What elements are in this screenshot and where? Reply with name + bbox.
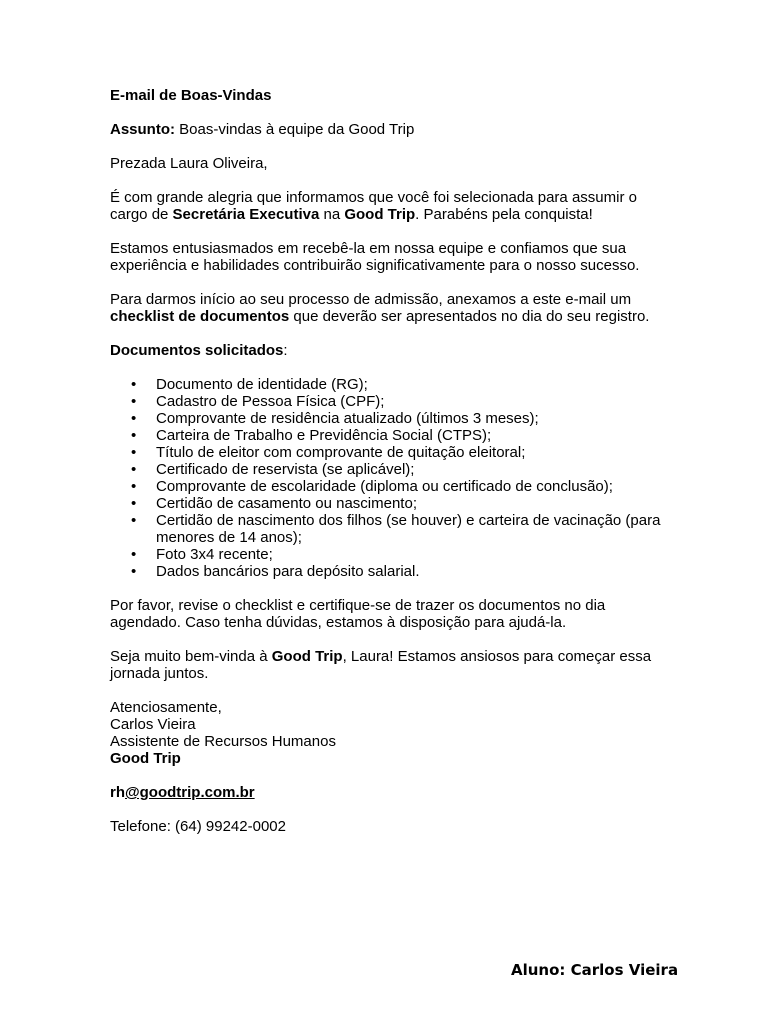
- paragraph-admission: [110, 291, 670, 325]
- list-item: • Foto 3x4 recente;: [110, 546, 670, 563]
- para3-text-2: que deverão ser apresentados no dia do seu registro.: [289, 308, 650, 325]
- list-item: • Certidão de nascimento dos filhos (se houver) e carteira de vacinação (para menores de 14 anos);: [110, 512, 670, 546]
- email-prefix: rh: [110, 784, 125, 801]
- list-item: • Comprovante de residência atualizado (últimos 3 meses);: [110, 410, 670, 427]
- documents-list: [110, 376, 670, 580]
- signature-block: [110, 699, 670, 767]
- signature-role: Assistente de Recursos Humanos: [110, 733, 336, 750]
- para5-text-2: , Laura! Estamos ansiosos para começar essa jornada juntos.: [110, 648, 652, 682]
- docs-heading: [110, 342, 670, 359]
- docs-heading-colon: :: [283, 342, 288, 359]
- list-item: • Certificado de reservista (se aplicável);: [110, 461, 670, 478]
- para3-text-1: Para darmos início ao seu processo de admissão, anexamos a este e-mail um: [110, 291, 632, 308]
- signature-closing: Atenciosamente,: [110, 699, 222, 716]
- document-title: E-mail de Boas-Vindas: [110, 87, 272, 104]
- list-item: • Documento de identidade (RG);: [110, 376, 670, 393]
- email-line: [110, 784, 670, 801]
- para5-text-1: Seja muito bem-vinda à: [110, 648, 272, 665]
- paragraph-review: Por favor, revise o checklist e certifique-se de trazer os documentos no dia agendado. Caso tenha dúvidas, estamos à disposição para ajudá-la.: [110, 597, 606, 631]
- email-document: [110, 87, 670, 852]
- list-item: • Certidão de casamento ou nascimento;: [110, 495, 670, 512]
- para1-text-3: . Parabéns pela conquista!: [415, 206, 593, 223]
- signature-name: Carlos Vieira: [110, 716, 196, 733]
- list-item: • Dados bancários para depósito salarial.: [110, 563, 670, 580]
- subject-line: [110, 121, 670, 138]
- paragraph-selection: [110, 189, 670, 223]
- checklist-emphasis: checklist de documentos: [110, 308, 290, 325]
- job-title: Secretária Executiva: [172, 206, 320, 223]
- para1-text-2: na: [319, 206, 345, 223]
- list-item: • Título de eleitor com comprovante de quitação eleitoral;: [110, 444, 670, 461]
- subject-label: Assunto:: [110, 121, 175, 138]
- greeting: Prezada Laura Oliveira,: [110, 155, 268, 172]
- paragraph-welcome: [110, 648, 670, 682]
- para1-text-1: É com grande alegria que informamos que você foi selecionada para assumir o cargo de: [110, 189, 637, 223]
- docs-heading-label: Documentos solicitados: [110, 342, 284, 359]
- phone-line: Telefone: (64) 99242-0002: [110, 818, 286, 835]
- subject-text: Boas-vindas à equipe da Good Trip: [175, 121, 415, 138]
- list-item: • Carteira de Trabalho e Previdência Social (CTPS);: [110, 427, 670, 444]
- student-name: Aluno: Carlos Vieira: [511, 961, 679, 979]
- email-link[interactable]: @goodtrip.com.br: [125, 784, 255, 801]
- list-item: • Cadastro de Pessoa Física (CPF);: [110, 393, 670, 410]
- paragraph-enthusiasm: Estamos entusiasmados em recebê-la em nossa equipe e confiamos que sua experiência e habilidades contribuirão significativamente para o nosso sucesso.: [110, 240, 640, 274]
- company-name: Good Trip: [344, 206, 416, 223]
- signature-company: Good Trip: [110, 750, 181, 767]
- list-item: • Comprovante de escolaridade (diploma ou certificado de conclusão);: [110, 478, 670, 495]
- company-name: Good Trip: [271, 648, 343, 665]
